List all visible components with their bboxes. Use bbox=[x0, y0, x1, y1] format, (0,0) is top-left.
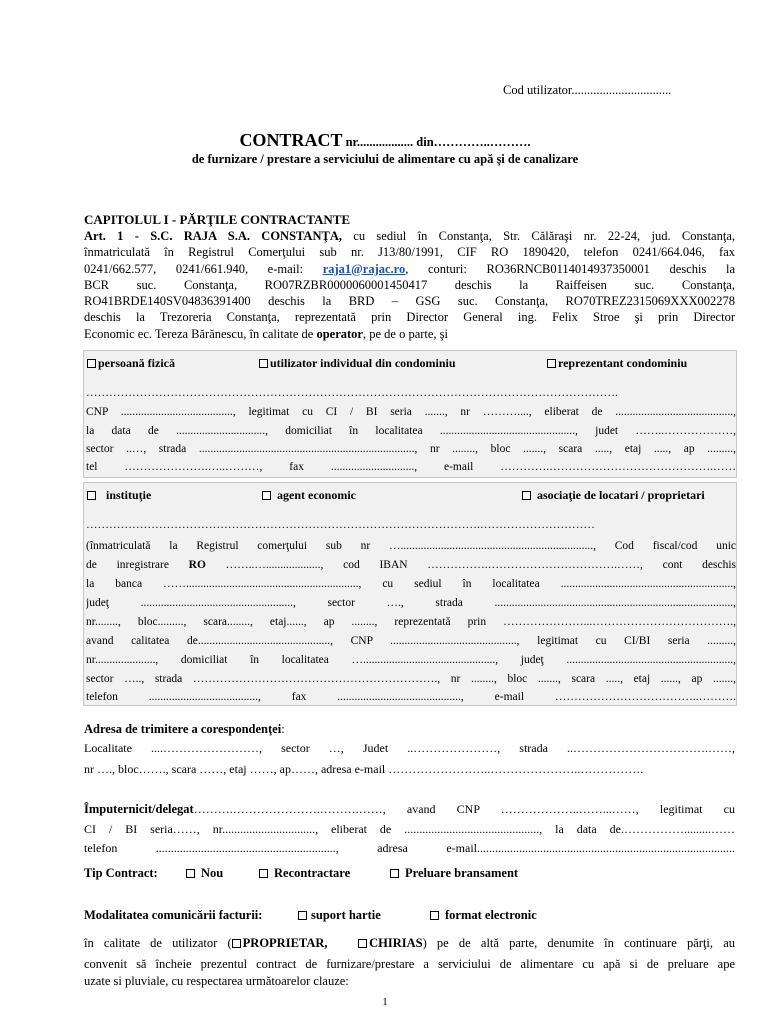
fill-line: la banca ……............................................................, cu sediul în localitatea ............................................................, bbox=[86, 578, 736, 590]
checkbox-icon[interactable] bbox=[358, 939, 367, 948]
cod-utilizator: Cod utilizator................................ bbox=[503, 83, 672, 97]
checkbox-icon[interactable] bbox=[390, 869, 399, 878]
comunicare-label: Modalitatea comunicării facturii: bbox=[84, 908, 263, 922]
fill-line: nr …., bloc……., scara ……, etaj ……, ap……, adresa e-mail ……………………..…………………..……………. bbox=[84, 762, 644, 776]
fill-line: sector ..…, strada ..........................................................................., nr ........, bloc ......., scara ....., etaj ....., ap ........., bbox=[86, 443, 736, 455]
checkbox-icon[interactable] bbox=[547, 359, 556, 368]
checkbox-icon[interactable] bbox=[232, 939, 241, 948]
closing-line: uzate si pluviale, cu respectarea următoarelor clauze: bbox=[84, 974, 349, 988]
option-utilizator-individual[interactable]: utilizator individual din condominiu bbox=[259, 356, 456, 371]
option-nou[interactable]: Nou bbox=[186, 866, 223, 881]
checkbox-icon[interactable] bbox=[87, 491, 96, 500]
checkbox-icon[interactable] bbox=[522, 491, 531, 500]
option-suport-hartie[interactable]: suport hartie bbox=[298, 908, 381, 923]
option-agent-economic[interactable]: agent economic bbox=[262, 488, 356, 503]
option-recontractare[interactable]: Recontractare bbox=[259, 866, 350, 881]
fill-line: (înmatriculată la Registrul comerţului sub nr …..................................................................., Cod fiscal/cod unic bbox=[86, 540, 736, 552]
fill-line: sector ….., strada ………………………………………………………., nr ........, bloc ......., scara ....., etaj ......, ap ......., bbox=[86, 673, 736, 685]
fill-line: telefon ............................................................, adresa e-mail...................................................................................... bbox=[84, 841, 735, 855]
persoana-fizica-section bbox=[83, 350, 737, 478]
page-number: 1 bbox=[382, 996, 388, 1008]
chapter-heading: CAPITOLUL I - PĂRŢILE CONTRACTANTE bbox=[84, 212, 351, 227]
article-1 bbox=[84, 228, 735, 342]
fill-line: …………………………………………………………………………………………………………………………. bbox=[86, 387, 618, 399]
article-line: înmatriculată în Registrul Comerţului sub nr. J13/80/1991, CIF RO 1890420, telefon 0241/664.046, fax bbox=[84, 245, 735, 260]
fill-line: CI / BI seria……, nr..............................., eliberat de ............................................., la data de.…………….........…… bbox=[84, 822, 735, 836]
closing-line: convenit să încheie prezentul contract de furnizare/prestare a serviciului de alimentare cu apă si de preluare ape bbox=[84, 957, 735, 971]
fill-line: CNP ......................................., legitimat cu CI / BI seria ......., nr ………...., eliberat de ........................................., bbox=[86, 406, 736, 418]
article-line: Art. 1 - S.C. RAJA S.A. CONSTANŢA, cu sediul în Constanţa, Str. Călăraşi nr. 22-24, jud. Constanţa, bbox=[84, 229, 735, 243]
article-label: Art. 1 - S.C. RAJA S.A. CONSTANŢA, bbox=[84, 229, 342, 243]
option-format-electronic[interactable]: format electronic bbox=[430, 908, 537, 923]
operator-email-link[interactable]: raja1@rajac.ro bbox=[322, 261, 406, 276]
fill-line: la data de ..............................., domiciliat în localitatea ..............................................., judet ……..………………, bbox=[86, 425, 736, 437]
article-line: BCR suc. Constanţa, RO07RZBR0000060001450417 deschis la Raiffeisen suc. Constanţa, bbox=[84, 277, 735, 292]
contract-title bbox=[0, 130, 770, 151]
imputernicit-line: Împuternicit/delegat……….………………….……….……, avand CNP ………………..……...……, legitimat cu bbox=[84, 802, 735, 816]
fill-line: nr....................., domiciliat în localitatea ….............................................., judeţ .........................................................., bbox=[86, 654, 736, 666]
option-persoana-fizica[interactable]: persoană fizică bbox=[87, 356, 175, 371]
fill-line: judeţ ....................................................., sector …., strada ..................................................................................., bbox=[86, 597, 736, 609]
fill-line: Localitate ....……………………, sector …, Judet ..…………………, strada ..…………………………….……, bbox=[84, 741, 735, 755]
fill-line: nr........, bloc........., scara........, etaj......, ap ........, reprezentată prin …………………...………………………………., bbox=[86, 616, 736, 628]
contract-title-main: CONTRACT bbox=[239, 130, 343, 150]
article-line: RO41BRDE140SV04836391400 deschis la BRD – GSG suc. Constanţa, RO70TREZ2315069XXX002278 bbox=[84, 294, 735, 309]
corespondenta-label: Adresa de trimitere a corespondenţei: bbox=[84, 722, 285, 736]
option-preluare-bransament[interactable]: Preluare bransament bbox=[390, 866, 518, 881]
option-asociatie[interactable]: asociaţie de locatari / proprietari bbox=[522, 488, 705, 503]
checkbox-icon[interactable] bbox=[298, 911, 307, 920]
checkbox-icon[interactable] bbox=[259, 869, 268, 878]
option-institutie[interactable]: instituţie bbox=[87, 488, 151, 503]
tip-contract-label: Tip Contract: bbox=[84, 866, 158, 880]
article-line: 0241/662.577, 0241/661.940, e-mail: raja1@rajac.ro, conturi: RO36RNCB0114014937350001 deschis la bbox=[84, 261, 735, 276]
option-reprezentant-condominiu[interactable]: reprezentant condominiu bbox=[547, 356, 687, 371]
checkbox-icon[interactable] bbox=[186, 869, 195, 878]
fill-line: avand calitatea de.............................................., CNP ............................................, legitimat cu CI/BI seria ........., bbox=[86, 635, 736, 647]
closing-line: în calitate de utilizator ( PROPRIETAR, CHIRIAS) pe de altă parte, denumite în continuare părţi, au bbox=[84, 936, 735, 950]
fill-line: ………………………………………………………………………………………….………………………… bbox=[86, 519, 595, 531]
fill-line: telefon ......................................, fax ..........................................., e-mail ………………………………..………. bbox=[86, 691, 736, 703]
checkbox-icon[interactable] bbox=[262, 491, 271, 500]
contract-subtitle: de furnizare / prestare a serviciului de alimentare cu apă şi de canalizare bbox=[191, 152, 579, 166]
fill-line: de inregistrare RO ……..…..................., cod IBAN …………….…………………………….……, cont deschis bbox=[86, 559, 736, 571]
persoana-juridica-section bbox=[83, 482, 737, 706]
article-line: deschis la Trezoreria Constanţa, reprezentată prin Director General ing. Felix Stroe şi prin Director bbox=[84, 310, 735, 325]
checkbox-icon[interactable] bbox=[87, 359, 96, 368]
article-line: Economic ec. Tereza Bărănescu, în calitate de operator, pe de o parte, şi bbox=[84, 326, 449, 341]
contract-title-number: nr.................. din…………..………. bbox=[342, 135, 531, 149]
checkbox-icon[interactable] bbox=[430, 911, 439, 920]
fill-line: tel ………………….…..………, fax ............................., e-mail ………….…………………………………….…… bbox=[86, 461, 736, 473]
checkbox-icon[interactable] bbox=[259, 359, 268, 368]
imputernicit-label: Împuternicit/delegat bbox=[84, 802, 194, 816]
